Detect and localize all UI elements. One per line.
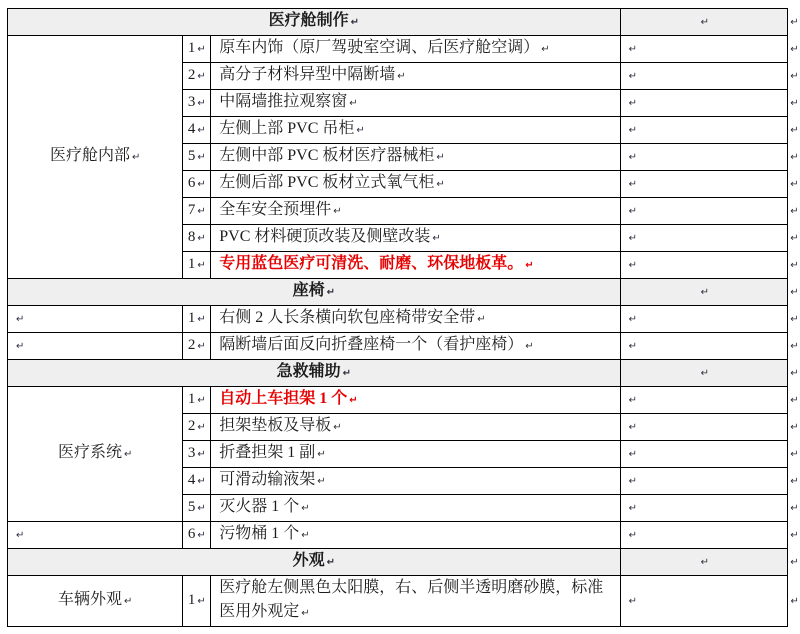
- row-end-mark-cell: [787, 117, 799, 144]
- blank-cell: [620, 468, 787, 495]
- paragraph-mark: ↵: [197, 476, 206, 487]
- paragraph-mark: ↵: [197, 98, 206, 109]
- section-header-cell: [8, 360, 621, 387]
- paragraph-mark: ↵: [628, 476, 638, 487]
- paragraph-mark: ↵: [628, 44, 638, 55]
- paragraph-mark: ↵: [628, 125, 638, 136]
- section-title: 座椅: [292, 282, 325, 299]
- spec-text-cell: 左侧中部 PVC 板材医疗器械柜 ↵: [211, 144, 620, 171]
- row-end-mark: ↵: [790, 596, 799, 607]
- row-end-mark-cell: [787, 360, 799, 387]
- paragraph-mark: ↵: [131, 152, 141, 163]
- paragraph-mark: ↵: [628, 98, 638, 109]
- section-header-cell: [8, 549, 621, 576]
- table-row: [8, 36, 800, 63]
- paragraph-mark: ↵: [301, 530, 310, 541]
- paragraph-mark: ↵: [301, 608, 310, 619]
- section-title: 急救辅助: [276, 363, 341, 380]
- category-label: 医疗舱内部: [49, 147, 130, 164]
- paragraph-mark: ↵: [333, 422, 342, 433]
- paragraph-mark: ↵: [197, 449, 206, 460]
- spec-text-cell: 担架垫板及导板 ↵: [211, 414, 620, 441]
- paragraph-mark: ↵: [628, 206, 638, 217]
- paragraph-mark: ↵: [477, 314, 486, 325]
- blank-cell: [620, 117, 787, 144]
- paragraph-mark: ↵: [197, 206, 206, 217]
- row-end-mark: ↵: [790, 530, 799, 541]
- blank-cell: [620, 36, 787, 63]
- blank-cell: [620, 522, 787, 549]
- blank-cell: [620, 441, 787, 468]
- section-title: 医疗舱制作: [268, 12, 349, 29]
- spec-table: [7, 8, 800, 627]
- spec-text-cell-highlight: 自动上车担架 1 个 ↵: [211, 387, 620, 414]
- section-header-row: [8, 9, 800, 36]
- row-end-mark: ↵: [790, 476, 799, 487]
- paragraph-mark: ↵: [197, 422, 206, 433]
- row-number-cell: 3 ↵: [183, 441, 211, 468]
- category-cell-empty: [8, 306, 183, 333]
- row-end-mark-cell: [787, 468, 799, 495]
- table-row: [8, 522, 800, 549]
- paragraph-mark: ↵: [628, 422, 638, 433]
- paragraph-mark: ↵: [525, 260, 534, 271]
- section-title: 外观: [292, 552, 325, 569]
- paragraph-mark: ↵: [628, 233, 638, 244]
- paragraph-mark: ↵: [436, 179, 445, 190]
- blank-header-cell: [620, 360, 787, 387]
- paragraph-mark: ↵: [356, 125, 365, 136]
- spec-text-cell-highlight: 专用蓝色医疗可清洗、耐磨、环保地板革。 ↵: [211, 252, 620, 279]
- table-row: [8, 333, 800, 360]
- paragraph-mark: ↵: [541, 44, 550, 55]
- section-header-row: [8, 549, 800, 576]
- spec-text-cell: 可滑动输液架 ↵: [211, 468, 620, 495]
- row-end-mark: ↵: [790, 368, 799, 379]
- row-number-cell: 5 ↵: [183, 495, 211, 522]
- blank-cell: [620, 414, 787, 441]
- row-end-mark: ↵: [790, 503, 799, 514]
- paragraph-mark: ↵: [628, 179, 638, 190]
- paragraph-mark: ↵: [317, 476, 326, 487]
- paragraph-mark: ↵: [301, 503, 310, 514]
- paragraph-mark: ↵: [197, 179, 206, 190]
- paragraph-mark: ↵: [628, 530, 638, 541]
- row-end-mark-cell: [787, 252, 799, 279]
- row-number-cell: 2 ↵: [183, 333, 211, 360]
- row-end-mark-cell: [787, 198, 799, 225]
- paragraph-mark: ↵: [197, 260, 206, 271]
- paragraph-mark: ↵: [197, 341, 206, 352]
- paragraph-mark: ↵: [123, 596, 133, 607]
- row-number-cell: 1 ↵: [183, 576, 211, 627]
- row-end-mark-cell: [787, 63, 799, 90]
- spec-text-cell: 污物桶 1 个 ↵: [211, 522, 620, 549]
- paragraph-mark: ↵: [197, 503, 206, 514]
- row-number-cell: 1 ↵: [183, 306, 211, 333]
- paragraph-mark: ↵: [350, 17, 360, 28]
- row-end-mark: ↵: [790, 125, 799, 136]
- spec-text-cell: 原车内饰（原厂驾驶室空调、后医疗舱空调） ↵: [211, 36, 620, 63]
- row-number-cell: 2 ↵: [183, 63, 211, 90]
- spec-text-cell: PVC 材料硬顶改装及侧壁改装 ↵: [211, 225, 620, 252]
- paragraph-mark: ↵: [700, 557, 709, 568]
- spec-text-cell: 左侧上部 PVC 吊柜 ↵: [211, 117, 620, 144]
- row-end-mark: ↵: [790, 44, 799, 55]
- paragraph-mark: ↵: [628, 152, 638, 163]
- blank-cell: [620, 144, 787, 171]
- row-end-mark: ↵: [790, 260, 799, 271]
- paragraph-mark: ↵: [432, 233, 441, 244]
- paragraph-mark: ↵: [342, 368, 352, 379]
- row-end-mark-cell: [787, 576, 799, 627]
- spec-text-cell: 高分子材料异型中隔断墙 ↵: [211, 63, 620, 90]
- row-end-mark-cell: [787, 90, 799, 117]
- spec-text-cell: 灭火器 1 个 ↵: [211, 495, 620, 522]
- row-number-cell: 1 ↵: [183, 252, 211, 279]
- row-end-mark-cell: [787, 9, 799, 36]
- row-number-cell: 2 ↵: [183, 414, 211, 441]
- paragraph-mark: ↵: [628, 341, 638, 352]
- row-end-mark-cell: [787, 306, 799, 333]
- row-end-mark-cell: [787, 441, 799, 468]
- paragraph-mark: ↵: [700, 368, 709, 379]
- paragraph-mark: ↵: [628, 596, 638, 607]
- row-end-mark: ↵: [790, 422, 799, 433]
- paragraph-mark: ↵: [197, 314, 206, 325]
- row-end-mark-cell: [787, 387, 799, 414]
- row-end-mark-cell: [787, 279, 799, 306]
- row-number-cell: 8 ↵: [183, 225, 211, 252]
- row-number-cell: 3 ↵: [183, 90, 211, 117]
- row-number-cell: 7 ↵: [183, 198, 211, 225]
- paragraph-mark: ↵: [349, 395, 358, 406]
- category-cell-empty: [8, 333, 183, 360]
- row-end-mark: ↵: [790, 233, 799, 244]
- spec-text-cell: 左侧后部 PVC 板材立式氧气柜 ↵: [211, 171, 620, 198]
- paragraph-mark: ↵: [317, 449, 326, 460]
- row-number-cell: 6 ↵: [183, 171, 211, 198]
- table-row: [8, 306, 800, 333]
- paragraph-mark: ↵: [197, 596, 206, 607]
- paragraph-mark: ↵: [628, 260, 638, 271]
- paragraph-mark: ↵: [628, 449, 638, 460]
- paragraph-mark: ↵: [326, 287, 336, 298]
- paragraph-mark: ↵: [349, 98, 358, 109]
- row-end-mark-cell: [787, 36, 799, 63]
- section-header-cell: [8, 279, 621, 306]
- row-end-mark: ↵: [790, 557, 799, 568]
- row-end-mark: ↵: [790, 152, 799, 163]
- blank-cell: [620, 387, 787, 414]
- row-end-mark-cell: [787, 333, 799, 360]
- spec-text-cell: 中隔墙推拉观察窗 ↵: [211, 90, 620, 117]
- section-header-row: [8, 279, 800, 306]
- row-end-mark-cell: [787, 144, 799, 171]
- paragraph-mark: ↵: [197, 125, 206, 136]
- blank-cell: [620, 495, 787, 522]
- blank-cell: [620, 576, 787, 627]
- row-end-mark: ↵: [790, 395, 799, 406]
- blank-header-cell: [620, 549, 787, 576]
- row-end-mark: ↵: [790, 71, 799, 82]
- row-end-mark-cell: [787, 522, 799, 549]
- row-number-cell: 4 ↵: [183, 468, 211, 495]
- table-row: [8, 387, 800, 414]
- row-number-cell: 1 ↵: [183, 387, 211, 414]
- blank-cell: [620, 252, 787, 279]
- spec-text-cell: 隔断墙后面反向折叠座椅一个（看护座椅） ↵: [211, 333, 620, 360]
- category-label: 车辆外观: [57, 591, 122, 608]
- row-end-mark-cell: [787, 414, 799, 441]
- spec-text-cell: 右侧 2 人长条横向软包座椅带安全带 ↵: [211, 306, 620, 333]
- paragraph-mark: ↵: [197, 233, 206, 244]
- paragraph-mark: ↵: [628, 503, 638, 514]
- paragraph-mark: ↵: [197, 395, 206, 406]
- paragraph-mark: ↵: [700, 17, 709, 28]
- row-end-mark: ↵: [790, 17, 799, 28]
- row-end-mark: ↵: [790, 98, 799, 109]
- paragraph-mark: ↵: [197, 71, 206, 82]
- paragraph-mark: ↵: [525, 341, 534, 352]
- section-header-cell: [8, 9, 621, 36]
- section-header-row: [8, 360, 800, 387]
- category-cell: [8, 387, 183, 522]
- paragraph-mark: ↵: [16, 341, 25, 352]
- paragraph-mark: ↵: [16, 530, 25, 541]
- spec-text-cell: 折叠担架 1 副 ↵: [211, 441, 620, 468]
- category-cell: [8, 576, 183, 627]
- row-end-mark-cell: [787, 225, 799, 252]
- row-end-mark: ↵: [790, 179, 799, 190]
- paragraph-mark: ↵: [333, 206, 342, 217]
- table-row: [8, 576, 800, 627]
- spec-text-cell: 全车安全预埋件 ↵: [211, 198, 620, 225]
- category-cell: [8, 36, 183, 279]
- blank-cell: [620, 90, 787, 117]
- paragraph-mark: ↵: [628, 395, 638, 406]
- row-number-cell: 1 ↵: [183, 36, 211, 63]
- row-end-mark: ↵: [790, 287, 799, 298]
- category-cell-empty: [8, 522, 183, 549]
- row-number-cell: 5 ↵: [183, 144, 211, 171]
- paragraph-mark: ↵: [197, 530, 206, 541]
- paragraph-mark: ↵: [397, 71, 406, 82]
- paragraph-mark: ↵: [436, 152, 445, 163]
- row-end-mark: ↵: [790, 206, 799, 217]
- row-end-mark-cell: [787, 171, 799, 198]
- paragraph-mark: ↵: [197, 152, 206, 163]
- blank-cell: [620, 198, 787, 225]
- blank-cell: [620, 333, 787, 360]
- paragraph-mark: ↵: [628, 71, 638, 82]
- row-number-cell: 6 ↵: [183, 522, 211, 549]
- paragraph-mark: ↵: [628, 314, 638, 325]
- row-number-cell: 4 ↵: [183, 117, 211, 144]
- row-end-mark: ↵: [790, 449, 799, 460]
- blank-header-cell: [620, 279, 787, 306]
- paragraph-mark: ↵: [326, 557, 336, 568]
- paragraph-mark: ↵: [197, 44, 206, 55]
- row-end-mark: ↵: [790, 314, 799, 325]
- row-end-mark-cell: [787, 495, 799, 522]
- row-end-mark: ↵: [790, 341, 799, 352]
- category-label: 医疗系统: [57, 444, 122, 461]
- blank-cell: [620, 225, 787, 252]
- paragraph-mark: ↵: [123, 449, 133, 460]
- blank-cell: [620, 306, 787, 333]
- spec-text-cell: 医疗舱左侧黑色太阳膜，右、后侧半透明磨砂膜，标准医用外观定 ↵: [211, 576, 620, 627]
- blank-cell: [620, 171, 787, 198]
- paragraph-mark: ↵: [700, 287, 709, 298]
- row-end-mark-cell: [787, 549, 799, 576]
- blank-header-cell: [620, 9, 787, 36]
- blank-cell: [620, 63, 787, 90]
- paragraph-mark: ↵: [16, 314, 25, 325]
